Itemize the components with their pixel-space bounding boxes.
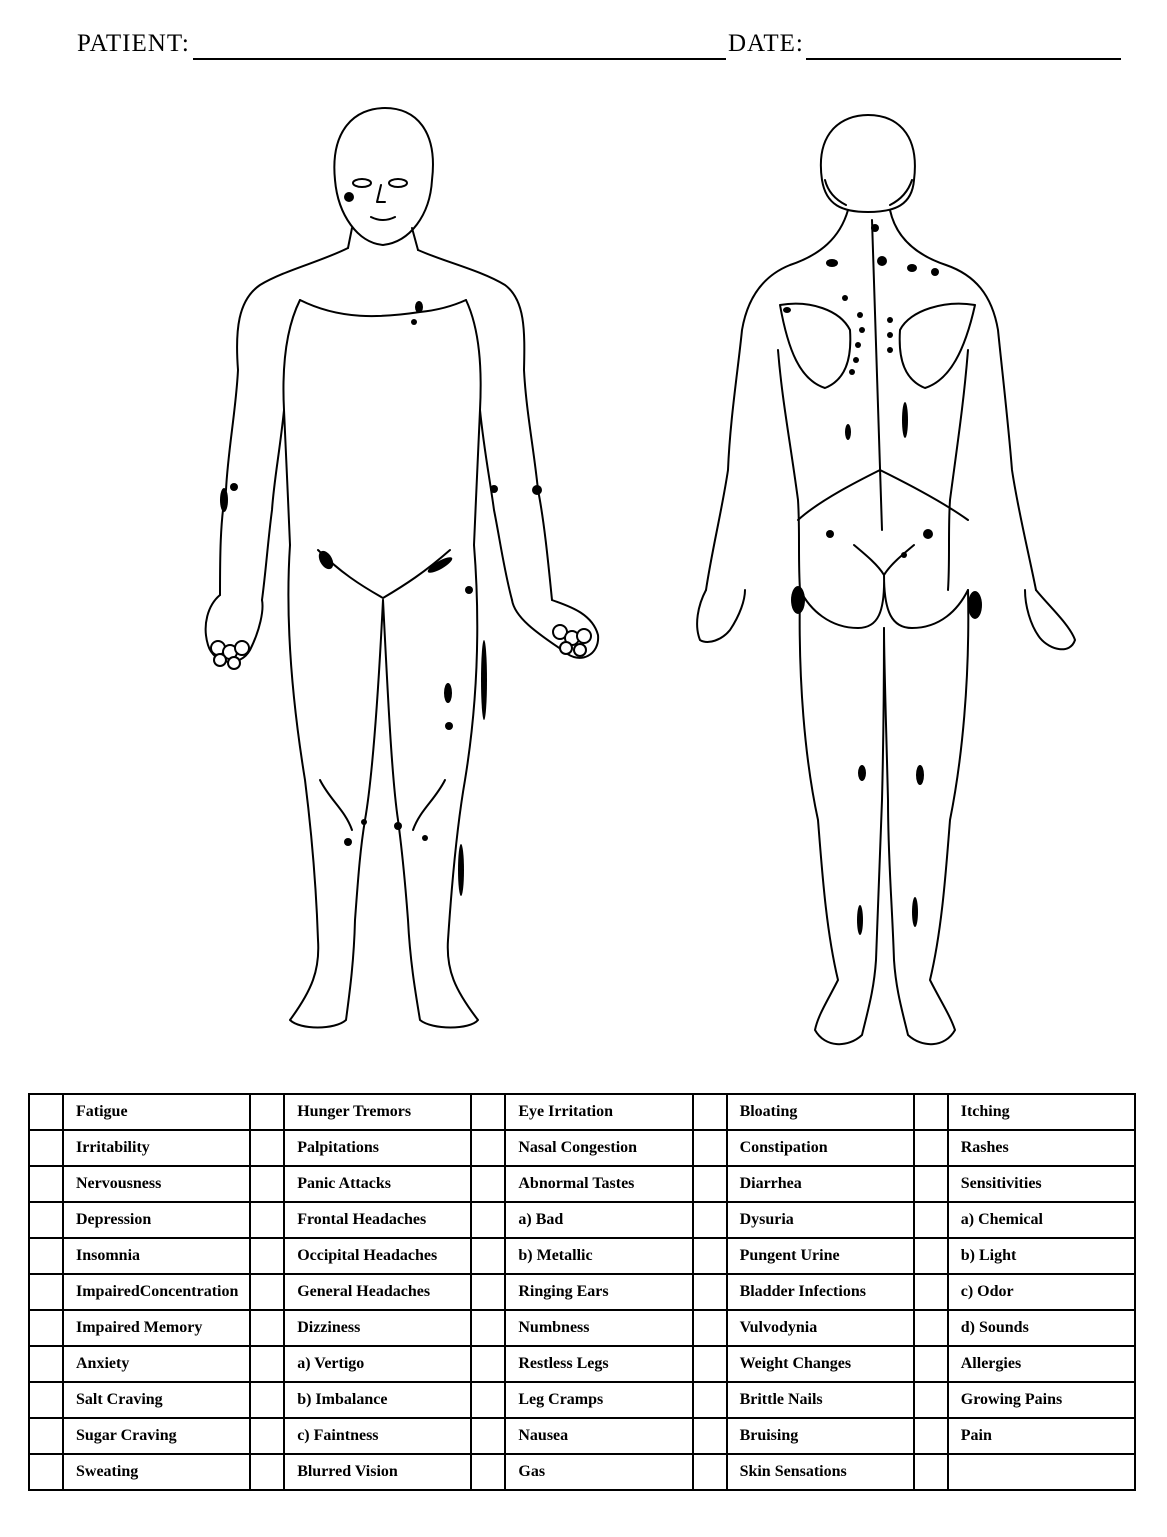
symptom-checkbox[interactable] (471, 1418, 505, 1454)
symptom-label: Anxiety (63, 1346, 250, 1382)
symptom-label: Gas (505, 1454, 692, 1490)
symptom-checkbox[interactable] (693, 1202, 727, 1238)
symptom-label: Bloating (727, 1094, 914, 1130)
symptom-checkbox[interactable] (29, 1454, 63, 1490)
symptom-row (29, 1418, 1135, 1454)
body-diagrams (0, 95, 1167, 1070)
symptom-checkbox[interactable] (914, 1202, 948, 1238)
symptom-label: General Headaches (284, 1274, 471, 1310)
symptom-label: a) Chemical (948, 1202, 1135, 1238)
symptom-label: ImpairedConcentration (63, 1274, 250, 1310)
symptom-label: Nausea (505, 1418, 692, 1454)
symptom-checkbox[interactable] (250, 1274, 284, 1310)
symptom-label: Depression (63, 1202, 250, 1238)
symptom-label: d) Sounds (948, 1310, 1135, 1346)
symptom-checkbox[interactable] (29, 1202, 63, 1238)
symptom-checkbox[interactable] (250, 1454, 284, 1490)
symptom-checkbox[interactable] (471, 1454, 505, 1490)
symptom-checkbox[interactable] (250, 1238, 284, 1274)
symptom-checkbox[interactable] (914, 1166, 948, 1202)
symptom-label: Dizziness (284, 1310, 471, 1346)
symptom-checkbox[interactable] (914, 1238, 948, 1274)
symptom-label: Frontal Headaches (284, 1202, 471, 1238)
symptom-checkbox[interactable] (914, 1310, 948, 1346)
symptom-row (29, 1238, 1135, 1274)
symptom-label: Diarrhea (727, 1166, 914, 1202)
symptom-checkbox[interactable] (914, 1130, 948, 1166)
symptom-checkbox[interactable] (693, 1130, 727, 1166)
symptom-checkbox[interactable] (471, 1238, 505, 1274)
symptom-checkbox[interactable] (693, 1310, 727, 1346)
symptom-checkbox[interactable] (29, 1274, 63, 1310)
symptom-checkbox[interactable] (29, 1382, 63, 1418)
symptom-checkbox[interactable] (250, 1346, 284, 1382)
symptom-row (29, 1454, 1135, 1490)
symptom-checkbox[interactable] (250, 1418, 284, 1454)
symptom-label: Brittle Nails (727, 1382, 914, 1418)
symptom-checkbox[interactable] (250, 1094, 284, 1130)
symptom-checkbox[interactable] (471, 1310, 505, 1346)
symptom-checkbox[interactable] (914, 1094, 948, 1130)
symptom-checkbox[interactable] (693, 1094, 727, 1130)
symptom-label: c) Odor (948, 1274, 1135, 1310)
symptom-label: Fatigue (63, 1094, 250, 1130)
symptom-checkbox[interactable] (914, 1274, 948, 1310)
symptom-checkbox[interactable] (29, 1310, 63, 1346)
symptom-checkbox[interactable] (693, 1418, 727, 1454)
symptom-checkbox[interactable] (29, 1418, 63, 1454)
symptom-label: Itching (948, 1094, 1135, 1130)
symptom-label: Weight Changes (727, 1346, 914, 1382)
symptom-label: Dysuria (727, 1202, 914, 1238)
symptom-label: Restless Legs (505, 1346, 692, 1382)
symptom-label: Hunger Tremors (284, 1094, 471, 1130)
symptom-checkbox[interactable] (914, 1346, 948, 1382)
symptom-checkbox[interactable] (250, 1130, 284, 1166)
symptom-label: Salt Craving (63, 1382, 250, 1418)
symptom-label: Occipital Headaches (284, 1238, 471, 1274)
symptom-checkbox[interactable] (471, 1166, 505, 1202)
symptom-checkbox[interactable] (471, 1274, 505, 1310)
symptom-label: Growing Pains (948, 1382, 1135, 1418)
symptom-checkbox[interactable] (693, 1346, 727, 1382)
symptom-checkbox[interactable] (29, 1346, 63, 1382)
symptom-checkbox[interactable] (693, 1382, 727, 1418)
symptom-row (29, 1346, 1135, 1382)
front-body-figure (206, 108, 598, 1028)
symptom-checkbox[interactable] (471, 1130, 505, 1166)
symptom-label: Leg Cramps (505, 1382, 692, 1418)
symptom-checkbox[interactable] (250, 1166, 284, 1202)
symptom-checkbox[interactable] (29, 1238, 63, 1274)
symptom-checkbox[interactable] (693, 1238, 727, 1274)
patient-label: PATIENT: (77, 30, 190, 57)
symptom-row (29, 1130, 1135, 1166)
symptom-checkbox[interactable] (471, 1202, 505, 1238)
symptom-label: Impaired Memory (63, 1310, 250, 1346)
symptom-checkbox[interactable] (29, 1166, 63, 1202)
symptom-checkbox[interactable] (914, 1418, 948, 1454)
symptom-checklist (28, 1093, 1136, 1491)
symptom-checkbox[interactable] (693, 1166, 727, 1202)
symptom-label: Vulvodynia (727, 1310, 914, 1346)
symptom-label: Blurred Vision (284, 1454, 471, 1490)
symptom-label (948, 1454, 1135, 1490)
symptom-row (29, 1166, 1135, 1202)
symptom-label: Nervousness (63, 1166, 250, 1202)
symptom-label: Palpitations (284, 1130, 471, 1166)
symptom-label: Panic Attacks (284, 1166, 471, 1202)
symptom-row (29, 1382, 1135, 1418)
symptom-label: Abnormal Tastes (505, 1166, 692, 1202)
symptom-label: Bruising (727, 1418, 914, 1454)
symptom-label: Sweating (63, 1454, 250, 1490)
symptom-label: Sensitivities (948, 1166, 1135, 1202)
symptom-row (29, 1094, 1135, 1130)
symptom-checkbox[interactable] (471, 1094, 505, 1130)
symptom-label: b) Imbalance (284, 1382, 471, 1418)
symptom-label: c) Faintness (284, 1418, 471, 1454)
symptom-label: Allergies (948, 1346, 1135, 1382)
symptom-label: Sugar Craving (63, 1418, 250, 1454)
symptom-label: Numbness (505, 1310, 692, 1346)
symptom-label: b) Metallic (505, 1238, 692, 1274)
symptom-checkbox[interactable] (29, 1130, 63, 1166)
symptom-label: Insomnia (63, 1238, 250, 1274)
symptom-label: Ringing Ears (505, 1274, 692, 1310)
symptom-row (29, 1274, 1135, 1310)
symptom-checkbox[interactable] (250, 1382, 284, 1418)
symptom-checkbox[interactable] (471, 1382, 505, 1418)
symptom-checkbox[interactable] (914, 1382, 948, 1418)
date-field[interactable] (806, 58, 1121, 60)
symptom-label: Eye Irritation (505, 1094, 692, 1130)
patient-field[interactable] (193, 58, 726, 60)
symptom-label: Irritability (63, 1130, 250, 1166)
symptom-row (29, 1310, 1135, 1346)
symptom-checkbox[interactable] (693, 1274, 727, 1310)
symptom-label: a) Bad (505, 1202, 692, 1238)
symptom-checkbox[interactable] (471, 1346, 505, 1382)
symptom-label: b) Light (948, 1238, 1135, 1274)
symptom-label: Nasal Congestion (505, 1130, 692, 1166)
date-label: DATE: (728, 30, 804, 57)
symptom-label: Pungent Urine (727, 1238, 914, 1274)
symptom-checkbox[interactable] (693, 1454, 727, 1490)
symptom-checkbox[interactable] (914, 1454, 948, 1490)
symptom-checkbox[interactable] (29, 1094, 63, 1130)
symptom-row (29, 1202, 1135, 1238)
back-body-figure (697, 115, 1075, 1044)
symptom-label: Bladder Infections (727, 1274, 914, 1310)
symptom-checkbox[interactable] (250, 1310, 284, 1346)
symptom-label: Rashes (948, 1130, 1135, 1166)
symptom-label: Constipation (727, 1130, 914, 1166)
symptom-checkbox[interactable] (250, 1202, 284, 1238)
symptom-label: a) Vertigo (284, 1346, 471, 1382)
symptom-label: Skin Sensations (727, 1454, 914, 1490)
symptom-label: Pain (948, 1418, 1135, 1454)
